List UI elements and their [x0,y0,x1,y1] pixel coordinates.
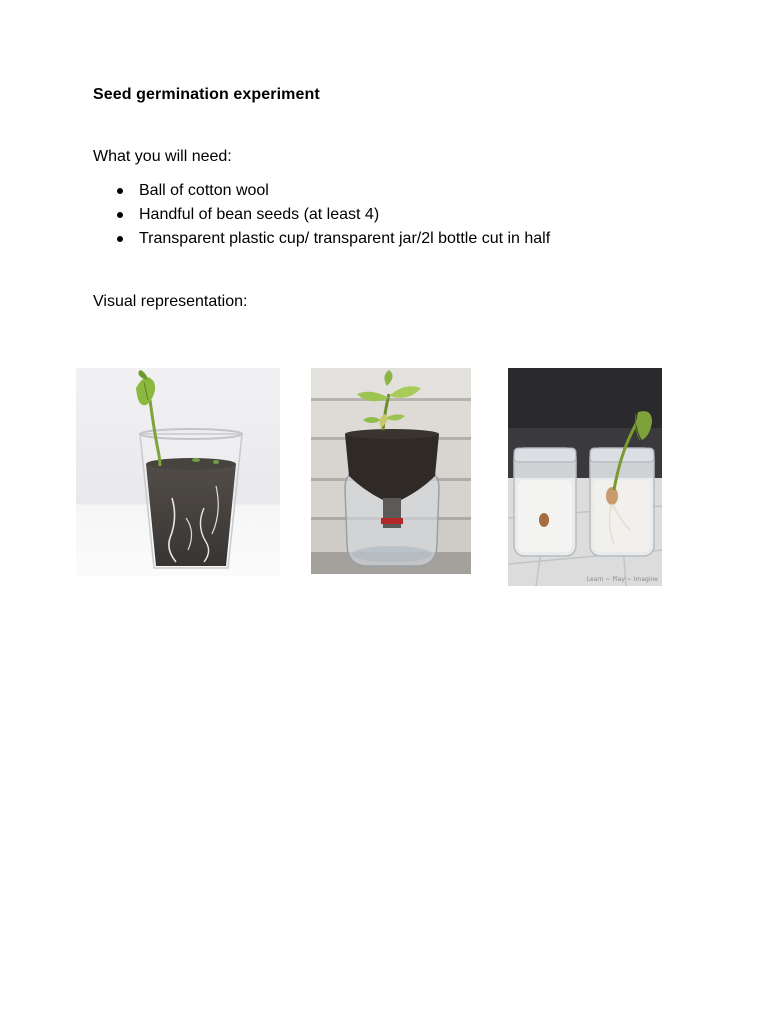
list-item-text: Handful of bean seeds (at least 4) [139,206,380,223]
jars-illustration [508,368,662,586]
needs-heading: What you will need: [93,148,232,165]
photo-bean-seedling-cup [76,368,280,576]
bullet-icon [117,236,123,242]
list-item [93,229,550,253]
visual-heading: Visual representation: [93,293,248,310]
document-title: Seed germination experiment [93,86,320,103]
bottle-planter-illustration [311,368,471,574]
bullet-icon [117,212,123,218]
photo-seeds-in-jars [508,368,662,586]
bullet-icon [117,188,123,194]
list-item [93,181,550,205]
photo-watermark: Learn ~ Play ~ Imagine [586,576,658,583]
list-item-text: Transparent plastic cup/ transparent jar/2l bottle cut in half [139,230,551,247]
list-item-text: Ball of cotton wool [139,182,269,199]
seedling-cup-illustration [76,368,280,576]
photo-plant-in-bottle [311,368,471,574]
needs-list [93,181,550,253]
list-item [93,205,550,229]
